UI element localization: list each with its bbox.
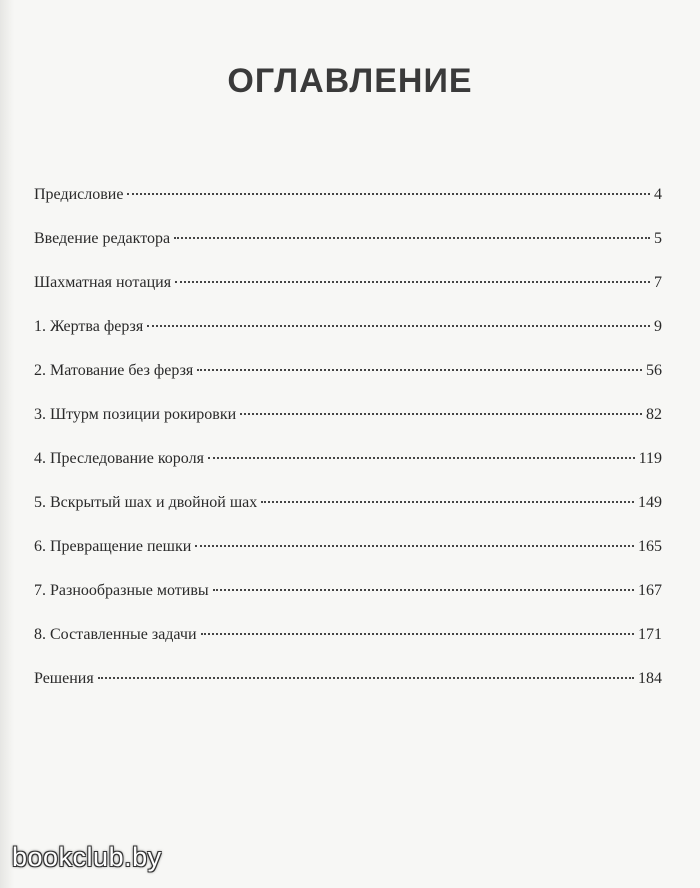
toc-entry-page: 167: [638, 582, 662, 599]
toc-entry-page: 9: [654, 318, 662, 335]
toc-entry-label: 2. Матование без ферзя: [34, 362, 194, 379]
toc-entry-page: 56: [646, 362, 662, 379]
toc-entry-page: 5: [654, 230, 662, 247]
toc-entry-label: 3. Штурм позиции рокировки: [34, 406, 237, 423]
toc-entry-label: Решения: [34, 670, 94, 687]
toc-dot-leader: [98, 677, 634, 679]
toc-entry-page: 119: [638, 450, 662, 467]
toc-entry: [34, 318, 662, 362]
table-of-contents: [34, 186, 662, 714]
toc-entry: [34, 582, 662, 626]
toc-entry-label: 4. Преследование короля: [34, 450, 204, 467]
toc-dot-leader: [195, 545, 634, 547]
toc-dot-leader: [261, 501, 634, 503]
toc-entry-label: Шахматная нотация: [34, 274, 172, 291]
toc-entry-label: 7. Разнообразные мотивы: [34, 582, 209, 599]
toc-entry: [34, 494, 662, 538]
toc-entry-page: 4: [654, 186, 662, 203]
toc-entry: [34, 186, 662, 230]
toc-entry: [34, 362, 662, 406]
toc-dot-leader: [174, 237, 650, 239]
toc-entry: [34, 450, 662, 494]
toc-entry-page: 165: [638, 538, 662, 555]
toc-entry-label: 1. Жертва ферзя: [34, 318, 144, 335]
toc-dot-leader: [201, 633, 635, 635]
toc-dot-leader: [208, 457, 635, 459]
toc-dot-leader: [147, 325, 650, 327]
toc-entry-label: 8. Составленные задачи: [34, 626, 197, 643]
toc-dot-leader: [240, 413, 642, 415]
page-title: ОГЛАВЛЕНИЕ: [227, 62, 473, 100]
toc-entry: [34, 230, 662, 274]
toc-entry-label: 6. Превращение пешки: [34, 538, 192, 555]
toc-entry: [34, 274, 662, 318]
toc-entry-page: 7: [654, 274, 662, 291]
toc-dot-leader: [197, 369, 642, 371]
watermark: bookclub.by: [12, 842, 162, 872]
toc-dot-leader: [213, 589, 634, 591]
page-edge-shadow: [0, 0, 14, 888]
toc-entry: [34, 406, 662, 450]
toc-entry-page: 184: [638, 670, 662, 687]
toc-dot-leader: [127, 193, 650, 195]
toc-entry: [34, 670, 662, 714]
toc-entry-page: 82: [646, 406, 662, 423]
toc-dot-leader: [175, 281, 650, 283]
toc-entry-page: 171: [638, 626, 662, 643]
toc-entry-label: 5. Вскрытый шах и двойной шах: [34, 494, 258, 511]
toc-entry: [34, 626, 662, 670]
toc-entry: [34, 538, 662, 582]
toc-entry-page: 149: [638, 494, 662, 511]
toc-entry-label: Введение редактора: [34, 230, 171, 247]
toc-entry-label: Предисловие: [34, 186, 124, 203]
